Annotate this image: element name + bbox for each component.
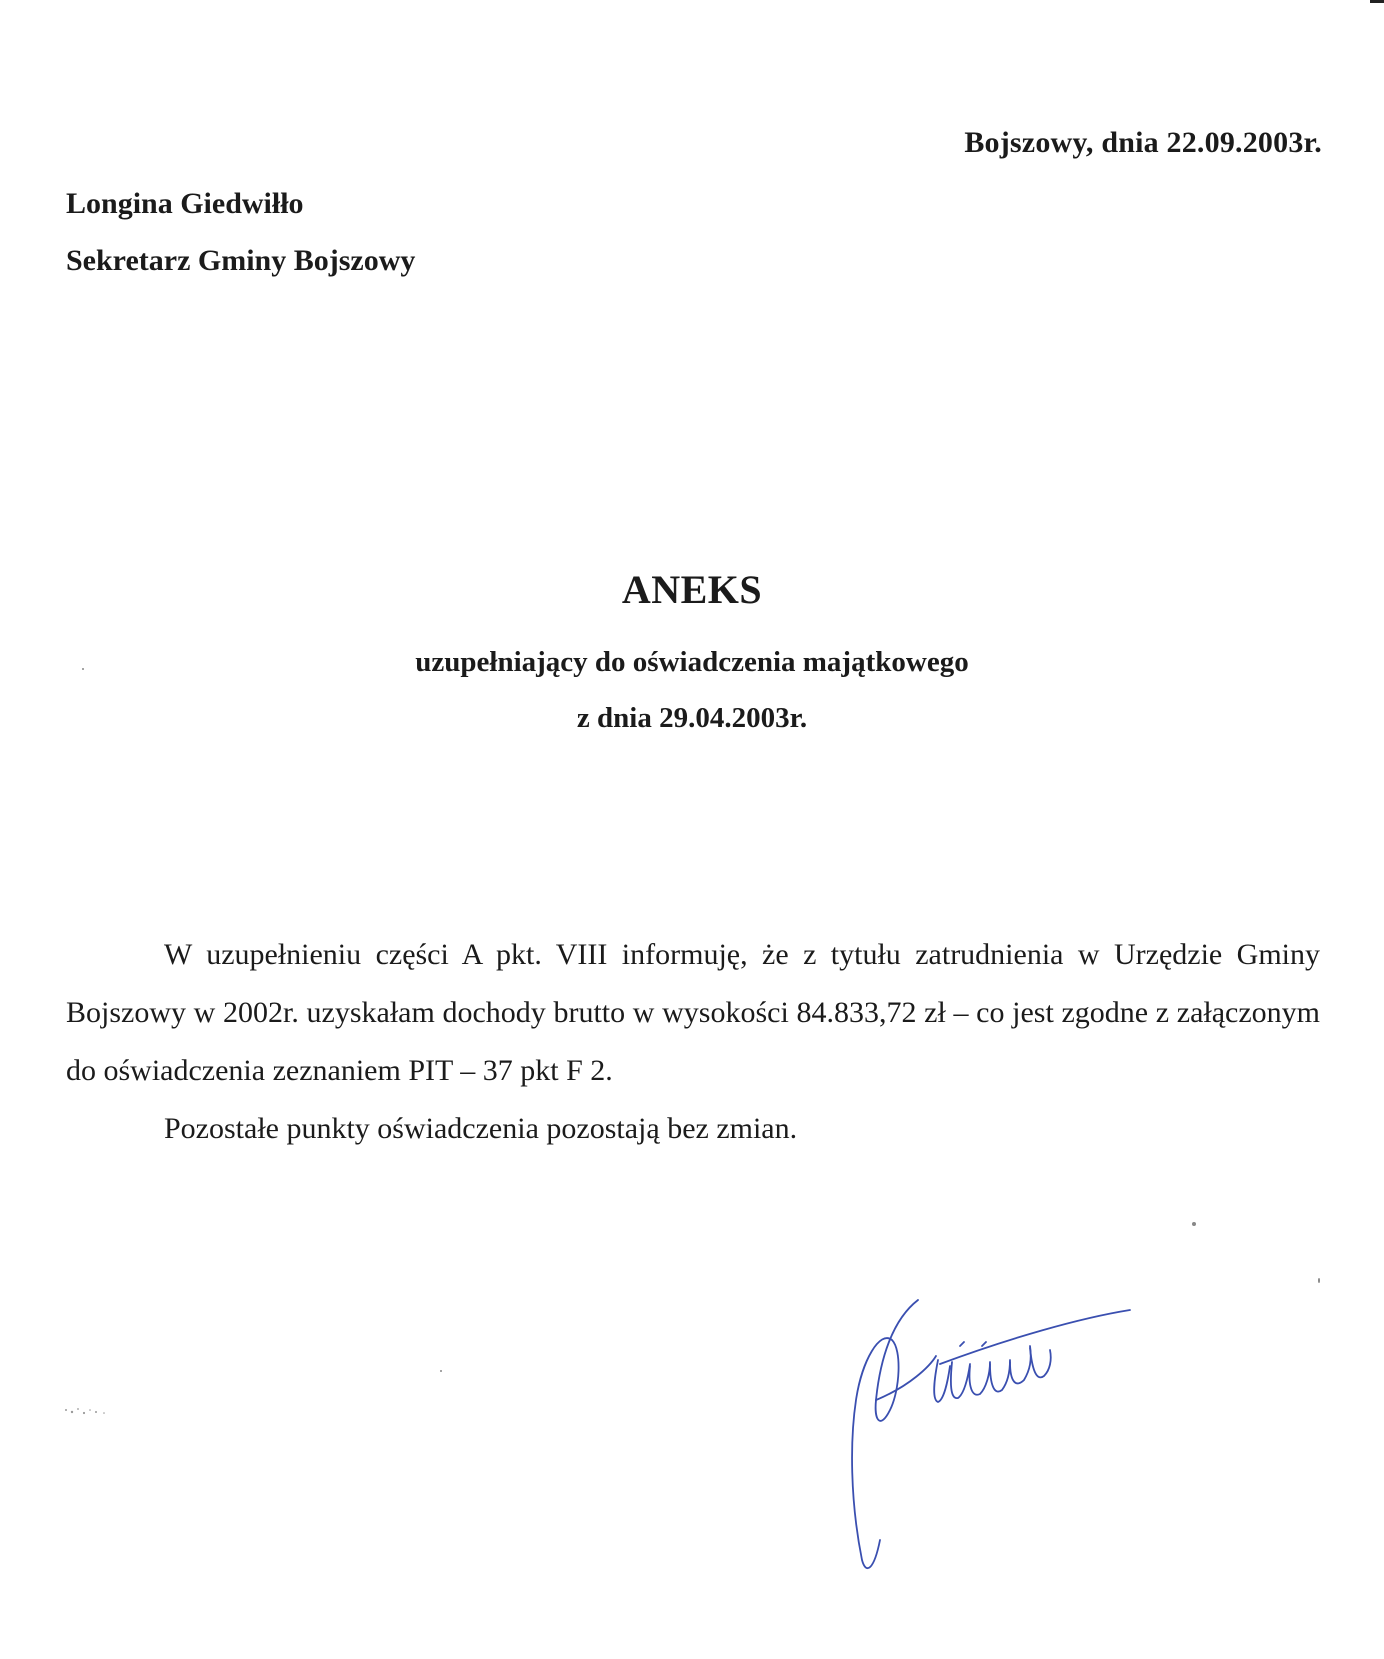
author-name: Longina Giedwiłło	[66, 187, 304, 220]
place-and-date: Bojszowy, dnia 22.09.2003r.	[964, 126, 1322, 159]
scan-speck	[440, 1370, 442, 1372]
body-paragraph: W uzupełnieniu części A pkt. VIII informuję, że z tytułu zatrudnienia w Urzędzie Gminy Bojszowy w 2002r. uzyskałam dochody brutto w wysokości 84.833,72 zł – co jest zgodne z załączonym do oświadczenia zeznaniem PIT – 37 pkt F 2.	[66, 938, 1320, 1087]
document-subtitle: uzupełniający do oświadczenia majątkowego	[415, 646, 969, 678]
scan-speck	[82, 668, 84, 670]
handwritten-signature	[840, 1290, 1200, 1580]
document-title: ANEKS	[621, 567, 763, 612]
scan-speck	[1192, 1222, 1196, 1226]
scan-corner-mark	[1370, 0, 1384, 3]
body-paragraph: Pozostałe punkty oświadczenia pozostają bez zmian.	[164, 1112, 798, 1145]
document-body	[66, 926, 1320, 1158]
author-role: Sekretarz Gminy Bojszowy	[66, 244, 416, 277]
scan-speck	[1318, 1278, 1320, 1283]
faint-stamp-trace	[62, 1404, 110, 1418]
document-subtitle-date: z dnia 29.04.2003r.	[576, 702, 808, 734]
